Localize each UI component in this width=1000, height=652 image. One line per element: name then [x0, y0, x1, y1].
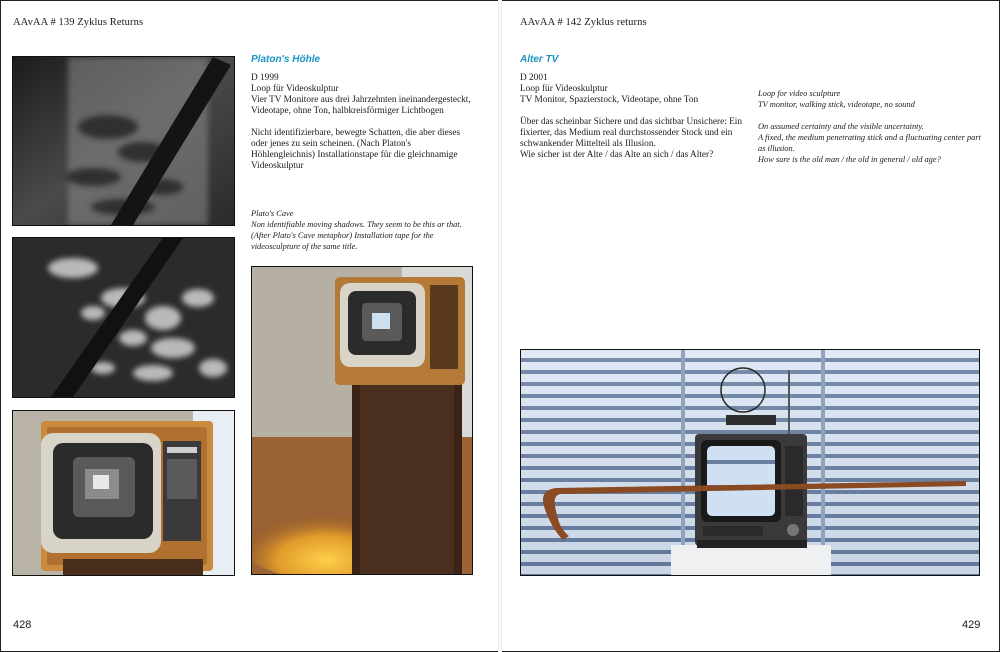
left-article-german: [251, 73, 473, 172]
shadow-photo-2: [12, 237, 235, 398]
tv-pedestal-photo: [251, 266, 473, 575]
right-page-header: AAvAA # 142 Zyklus returns: [520, 17, 647, 28]
right-article-title: Alter TV: [520, 54, 559, 65]
english-paragraph-2: On assumed certainty and the visible uncertainty. A fixed, the medium penetrating stick and a fluctuating center part as illusion. How sure is the old man / the old in general / old age?: [758, 122, 981, 164]
old-tv-with-walking-stick-photo: [520, 349, 980, 576]
english-cave-title: Plato's Cave: [251, 209, 294, 218]
german-paragraph-1: D 1999 Loop für Videoskulptur Vier TV Monitore aus drei Jahrzehnten ineinandergesteckt, Videotape, ohne Ton, halbkreisförmiger Lichtbogen: [251, 73, 471, 116]
english-cave-description: Non identifiable moving shadows. They seem to be this or that. (After Plato's Cave metaphor) Installation tape for the videosculpture of the same title.: [251, 220, 462, 251]
left-page-number: 428: [13, 619, 32, 631]
right-article-german: [520, 73, 748, 161]
left-article-title: Platon's Höhle: [251, 54, 321, 65]
book-gutter: [498, 0, 502, 652]
german-paragraph-3: D 2001 Loop für Videoskulptur TV Monitor, Spazierstock, Videotape, ohne Ton: [520, 73, 699, 105]
english-paragraph-1: Loop for video sculpture TV monitor, walking stick, videotape, no sound: [758, 89, 915, 109]
tv-sculpture-photo-left: [12, 410, 235, 576]
left-article-english: [251, 208, 473, 252]
right-article-english: [758, 88, 983, 165]
german-paragraph-4: Über das scheinbar Sichere und das sichtbar Unsichere: Ein fixierter, das Medium real durchstossender Stock und ein schwankender Mittelteil als Illusion. Wie sicher ist der Alte / das Alte an sich / das Alter?: [520, 117, 743, 160]
left-page-header: AAvAA # 139 Zyklus Returns: [13, 17, 144, 28]
german-paragraph-2: Nicht identifizierbare, bewegte Schatten, die aber dieses oder jenes zu sein scheinen. (Nach Platon's Höhlengleichnis) Installationstape für die gleichnamige Videoskulptur: [251, 128, 461, 171]
shadow-photo-1: [12, 56, 235, 226]
right-page-number: 429: [962, 619, 981, 631]
